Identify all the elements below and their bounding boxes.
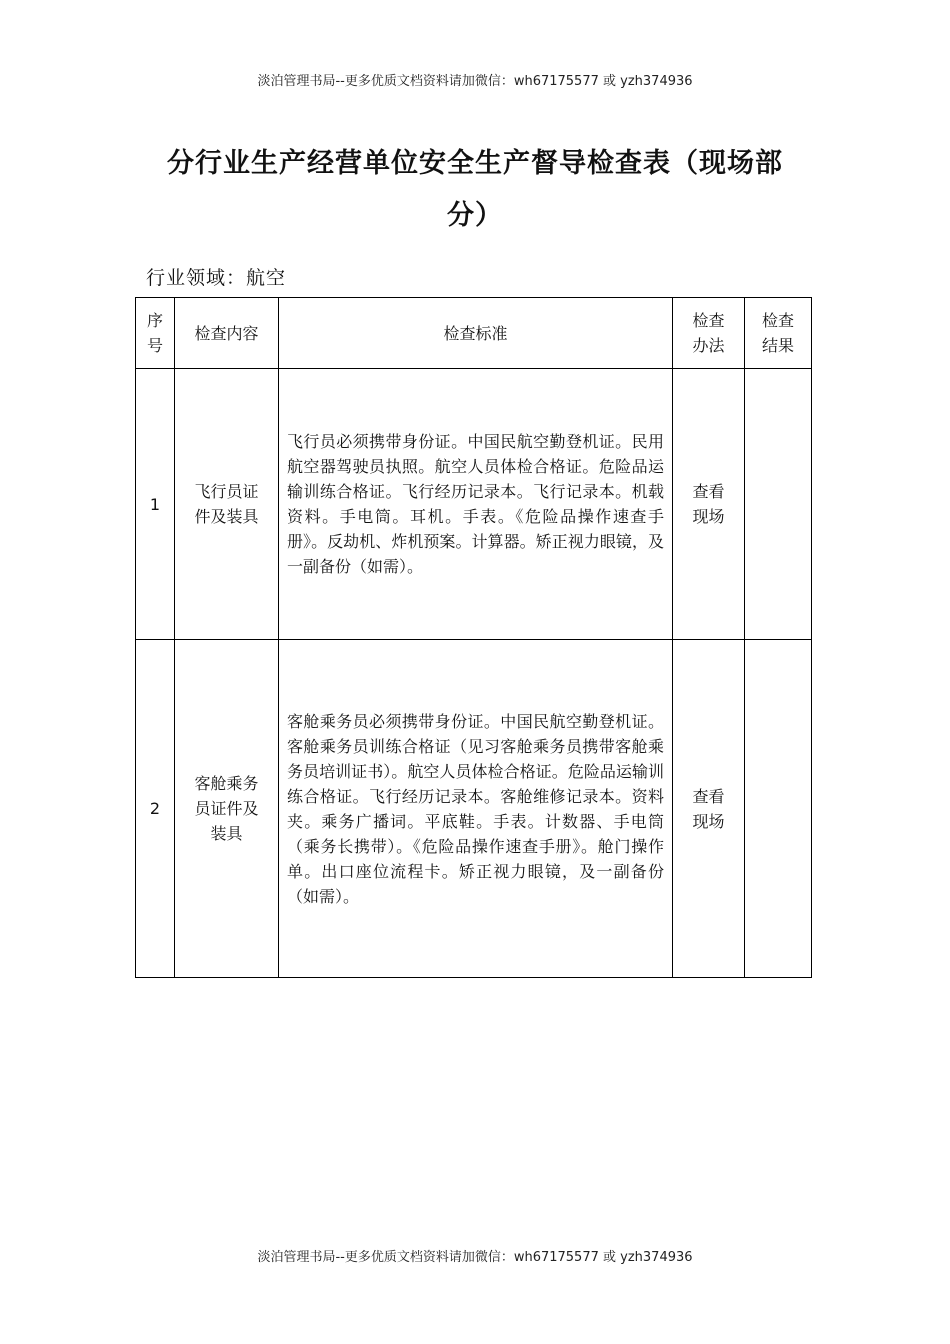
- page-title: 分行业生产经营单位安全生产督导检查表（现场部分）: [167, 148, 783, 231]
- row-result: [745, 640, 812, 978]
- header-content: 检查内容: [175, 298, 279, 369]
- row-method: 查看现场: [673, 640, 745, 978]
- sector-label: 行业领域：航空: [146, 267, 287, 289]
- row-no: 1: [136, 369, 175, 640]
- row-no: 2: [136, 640, 175, 978]
- row-method: 查看现场: [673, 369, 745, 640]
- row-standard: 客舱乘务员必须携带身份证。中国民航空勤登机证。客舱乘务员训练合格证（见习客舱乘务员携带客舱乘务员培训证书）。航空人员体检合格证。危险品运输训练合格证。飞行经历记录本。客舱维修记录本。资料夹。乘务广播词。平底鞋。手表。计数器、手电筒（乘务长携带）。《危险品操作速查手册》。舱门操作单。出口座位流程卡。矫正视力眼镜，及一副备份（如需）。: [279, 640, 673, 978]
- row-content: 客舱乘务员证件及装具: [175, 640, 279, 978]
- header-result: 检查结果: [745, 298, 812, 369]
- table-header-row: [136, 298, 812, 369]
- table-row: [136, 640, 812, 978]
- header-method: 检查办法: [673, 298, 745, 369]
- header-no: 序号: [136, 298, 175, 369]
- row-standard: 飞行员必须携带身份证。中国民航空勤登机证。民用航空器驾驶员执照。航空人员体检合格证。危险品运输训练合格证。飞行经历记录本。飞行记录本。机载资料。手电筒。耳机。手表。《危险品操作速查手册》。反劫机、炸机预案。计算器。矫正视力眼镜，及一副备份（如需）。: [279, 369, 673, 640]
- footer-note: 淡泊管理书局--更多优质文档资料请加微信：wh67175577 或 yzh374936: [257, 1250, 693, 1265]
- row-content: 飞行员证件及装具: [175, 369, 279, 640]
- header-standard: 检查标准: [279, 298, 673, 369]
- row-result: [745, 369, 812, 640]
- inspection-table: [135, 297, 812, 978]
- header-note: 淡泊管理书局--更多优质文档资料请加微信：wh67175577 或 yzh374936: [257, 74, 693, 89]
- table-row: [136, 369, 812, 640]
